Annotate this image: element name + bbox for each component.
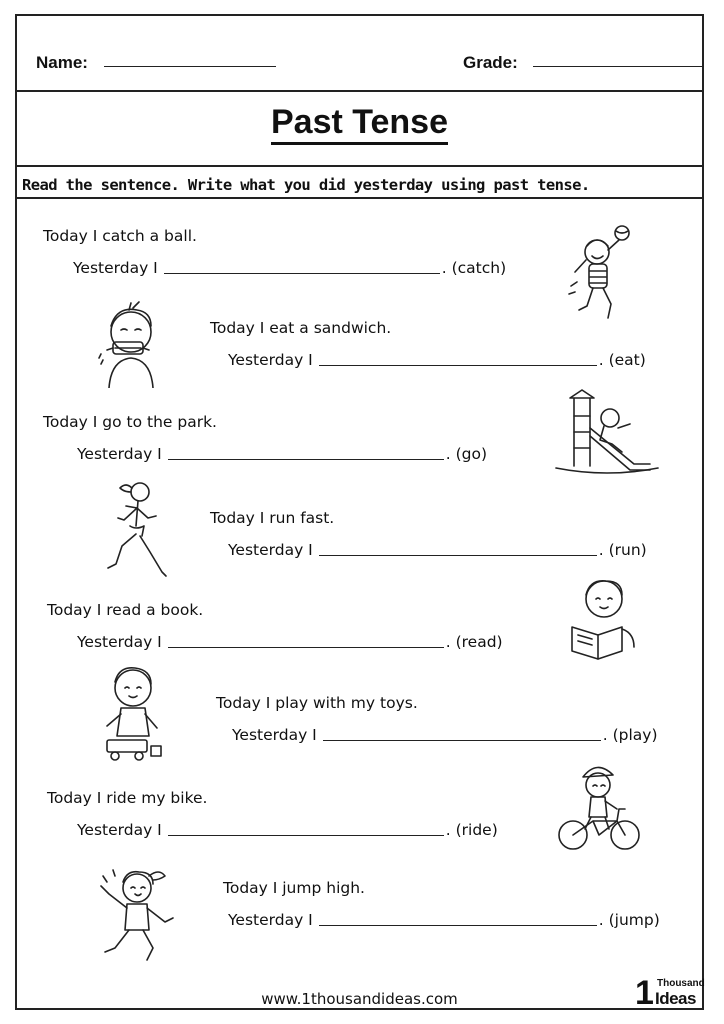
exercise-2-answer-row [228,351,646,369]
boy-playing-toys-icon [95,662,175,766]
website-link[interactable]: www.1thousandideas.com [261,990,458,1008]
exercise-4-verb-hint: . (run) [598,541,647,559]
grade-field[interactable] [533,66,703,67]
exercise-1-sentence: Today I catch a ball. [43,227,197,245]
exercise-8-verb-hint: . (jump) [598,911,660,929]
exercise-1-answer-blank[interactable] [164,259,440,274]
exercise-1-prompt: Yesterday I [73,259,158,277]
exercise-5-answer-row [77,633,503,651]
exercise-7-answer-row [77,821,498,839]
exercise-4-sentence: Today I run fast. [210,509,335,527]
exercise-7-prompt: Yesterday I [77,821,162,839]
exercise-3-answer-blank[interactable] [168,445,444,460]
boy-riding-bike-icon [555,757,641,857]
exercise-7-verb-hint: . (ride) [445,821,498,839]
exercise-2-sentence: Today I eat a sandwich. [210,319,392,337]
exercise-1-verb-hint: . (catch) [441,259,507,277]
thousand-ideas-logo [635,976,707,1016]
name-label: Name: [36,53,88,72]
instructions-divider-top [17,165,702,167]
exercise-6-prompt: Yesterday I [232,726,317,744]
exercise-2-verb-hint: . (eat) [598,351,646,369]
exercise-3-sentence: Today I go to the park. [43,413,217,431]
exercise-5-answer-blank[interactable] [168,633,444,648]
exercise-6-answer-row [232,726,658,744]
exercise-8-answer-blank[interactable] [319,911,597,926]
name-field[interactable] [104,66,276,67]
exercise-4-prompt: Yesterday I [228,541,313,559]
instructions: Read the sentence. Write what you did yesterday using past tense. [22,176,590,194]
exercise-8-answer-row [228,911,660,929]
exercise-8-sentence: Today I jump high. [223,879,365,897]
exercise-5-prompt: Yesterday I [77,633,162,651]
boy-eating-sandwich-icon [93,298,173,388]
exercise-5-sentence: Today I read a book. [47,601,204,619]
boy-reading-book-icon [568,573,642,663]
exercise-3-prompt: Yesterday I [77,445,162,463]
exercise-6-sentence: Today I play with my toys. [216,694,418,712]
exercise-3-verb-hint: . (go) [445,445,488,463]
girl-jumping-icon [87,856,185,968]
exercise-7-answer-blank[interactable] [168,821,444,836]
exercise-6-verb-hint: . (play) [602,726,658,744]
exercise-1-answer-row [73,259,506,277]
logo-number: 1 [635,974,654,1012]
exercise-8-prompt: Yesterday I [228,911,313,929]
exercise-4-answer-row [228,541,647,559]
header-divider [17,90,702,92]
exercise-6-answer-blank[interactable] [323,726,601,741]
page-title: Past Tense [17,103,702,142]
exercise-3-answer-row [77,445,487,463]
exercise-7-sentence: Today I ride my bike. [47,789,208,807]
grade-label: Grade: [463,53,518,72]
exercise-4-answer-blank[interactable] [319,541,597,556]
exercise-2-answer-blank[interactable] [319,351,597,366]
girl-running-icon [100,478,170,584]
logo-top-word: Thousand [657,978,705,989]
child-on-slide-icon [552,388,662,476]
exercise-5-verb-hint: . (read) [445,633,503,651]
exercise-2-prompt: Yesterday I [228,351,313,369]
boy-catching-ball-icon [563,224,641,324]
instructions-divider-bottom [17,197,702,199]
worksheet [15,14,704,1010]
logo-bottom-word: Ideas [655,989,696,1008]
